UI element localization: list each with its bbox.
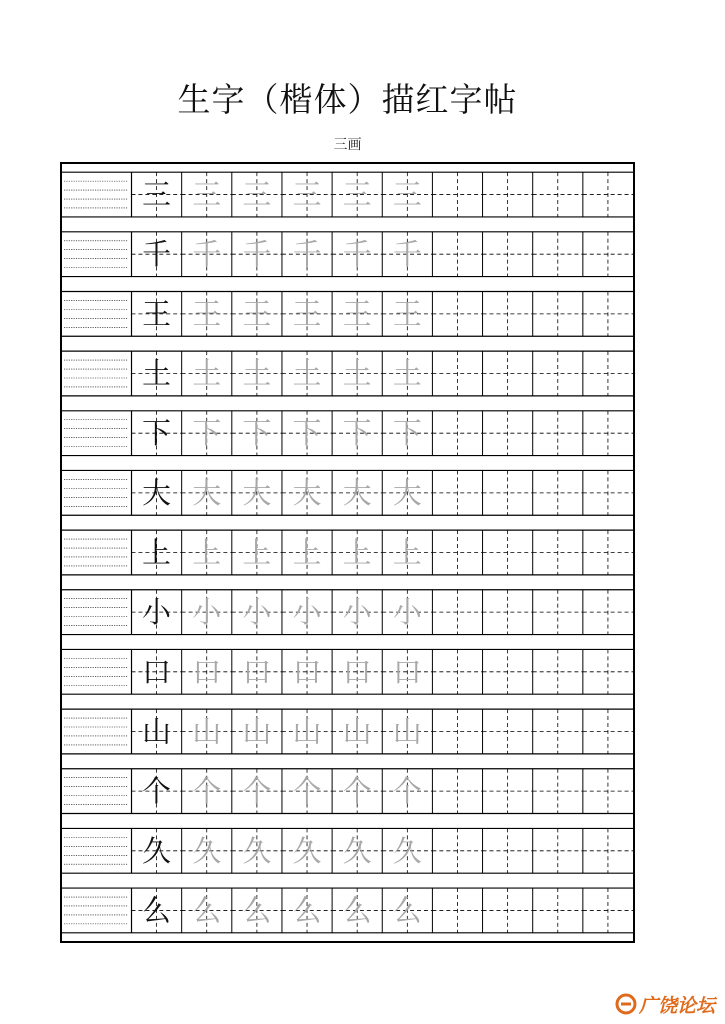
trace-character: 小 <box>192 595 222 630</box>
trace-character: 三 <box>192 177 222 212</box>
trace-character: 个 <box>192 774 222 809</box>
trace-character: 上 <box>342 535 372 570</box>
trace-character: 久 <box>242 833 272 868</box>
trace-character: 大 <box>342 475 372 510</box>
trace-character: 小 <box>342 595 372 630</box>
watermark <box>615 992 715 1016</box>
watermark-text: 广饶论坛 <box>638 994 715 1017</box>
trace-character: 千 <box>192 237 222 272</box>
trace-character: 三 <box>242 177 272 212</box>
trace-character: 久 <box>392 833 422 868</box>
trace-character: 么 <box>192 893 222 928</box>
practice-row <box>62 351 633 396</box>
model-character: 上 <box>142 535 171 570</box>
practice-row <box>62 828 633 873</box>
page-title: 生字（楷体）描红字帖 <box>177 80 518 119</box>
trace-character: 么 <box>342 893 372 928</box>
trace-character: 上 <box>392 535 422 570</box>
trace-character: 山 <box>242 714 272 749</box>
model-character: 山 <box>142 714 171 749</box>
model-character: 王 <box>142 296 171 331</box>
trace-character: 千 <box>242 237 272 272</box>
trace-character: 大 <box>392 475 422 510</box>
trace-character: 下 <box>292 416 322 451</box>
trace-character: 大 <box>242 475 272 510</box>
trace-character: 下 <box>342 416 372 451</box>
trace-character: 个 <box>292 774 322 809</box>
model-character: 三 <box>142 177 171 212</box>
trace-character: 上 <box>292 535 322 570</box>
trace-character: 三 <box>342 177 372 212</box>
trace-character: 土 <box>392 356 422 391</box>
trace-character: 口 <box>292 654 322 689</box>
practice-row <box>62 649 633 694</box>
trace-character: 小 <box>392 595 422 630</box>
trace-character: 千 <box>292 237 322 272</box>
trace-character: 下 <box>192 416 222 451</box>
trace-character: 王 <box>242 296 272 331</box>
trace-character: 千 <box>392 237 422 272</box>
trace-character: 土 <box>192 356 222 391</box>
model-character: 土 <box>142 356 171 391</box>
trace-character: 王 <box>192 296 222 331</box>
trace-character: 土 <box>242 356 272 391</box>
trace-character: 个 <box>242 774 272 809</box>
trace-character: 么 <box>392 893 422 928</box>
practice-row <box>62 769 633 814</box>
trace-character: 山 <box>292 714 322 749</box>
trace-character: 下 <box>392 416 422 451</box>
practice-row <box>62 709 633 754</box>
trace-character: 小 <box>292 595 322 630</box>
practice-row <box>62 470 633 515</box>
practice-row <box>62 590 633 635</box>
trace-character: 口 <box>392 654 422 689</box>
trace-character: 口 <box>192 654 222 689</box>
trace-character: 么 <box>242 893 272 928</box>
model-character: 口 <box>142 654 171 689</box>
page-subtitle: 三画 <box>333 137 362 153</box>
trace-character: 大 <box>192 475 222 510</box>
model-character: 千 <box>142 237 171 272</box>
orange-e-logo-icon <box>615 993 637 1015</box>
practice-sheet <box>60 162 635 943</box>
trace-character: 山 <box>392 714 422 749</box>
practice-row <box>62 172 633 217</box>
trace-character: 久 <box>292 833 322 868</box>
model-character: 大 <box>142 475 171 510</box>
trace-character: 三 <box>392 177 422 212</box>
trace-character: 下 <box>242 416 272 451</box>
trace-character: 上 <box>242 535 272 570</box>
trace-character: 土 <box>292 356 322 391</box>
practice-row <box>62 232 633 277</box>
model-character: 个 <box>142 774 171 809</box>
trace-character: 个 <box>392 774 422 809</box>
trace-character: 上 <box>192 535 222 570</box>
trace-character: 口 <box>242 654 272 689</box>
trace-character: 山 <box>342 714 372 749</box>
trace-character: 久 <box>192 833 222 868</box>
trace-character: 王 <box>292 296 322 331</box>
trace-character: 久 <box>342 833 372 868</box>
model-character: 下 <box>142 416 171 451</box>
trace-character: 大 <box>292 475 322 510</box>
model-character: 久 <box>142 833 171 868</box>
practice-row <box>62 411 633 456</box>
trace-character: 三 <box>292 177 322 212</box>
trace-character: 王 <box>342 296 372 331</box>
model-character: 么 <box>142 893 171 928</box>
trace-character: 土 <box>342 356 372 391</box>
trace-character: 个 <box>342 774 372 809</box>
trace-character: 山 <box>192 714 222 749</box>
practice-row <box>62 530 633 575</box>
practice-row <box>62 888 633 933</box>
trace-character: 千 <box>342 237 372 272</box>
trace-character: 王 <box>392 296 422 331</box>
trace-character: 口 <box>342 654 372 689</box>
trace-character: 小 <box>242 595 272 630</box>
trace-character: 么 <box>292 893 322 928</box>
model-character: 小 <box>142 595 171 630</box>
practice-row <box>62 291 633 336</box>
